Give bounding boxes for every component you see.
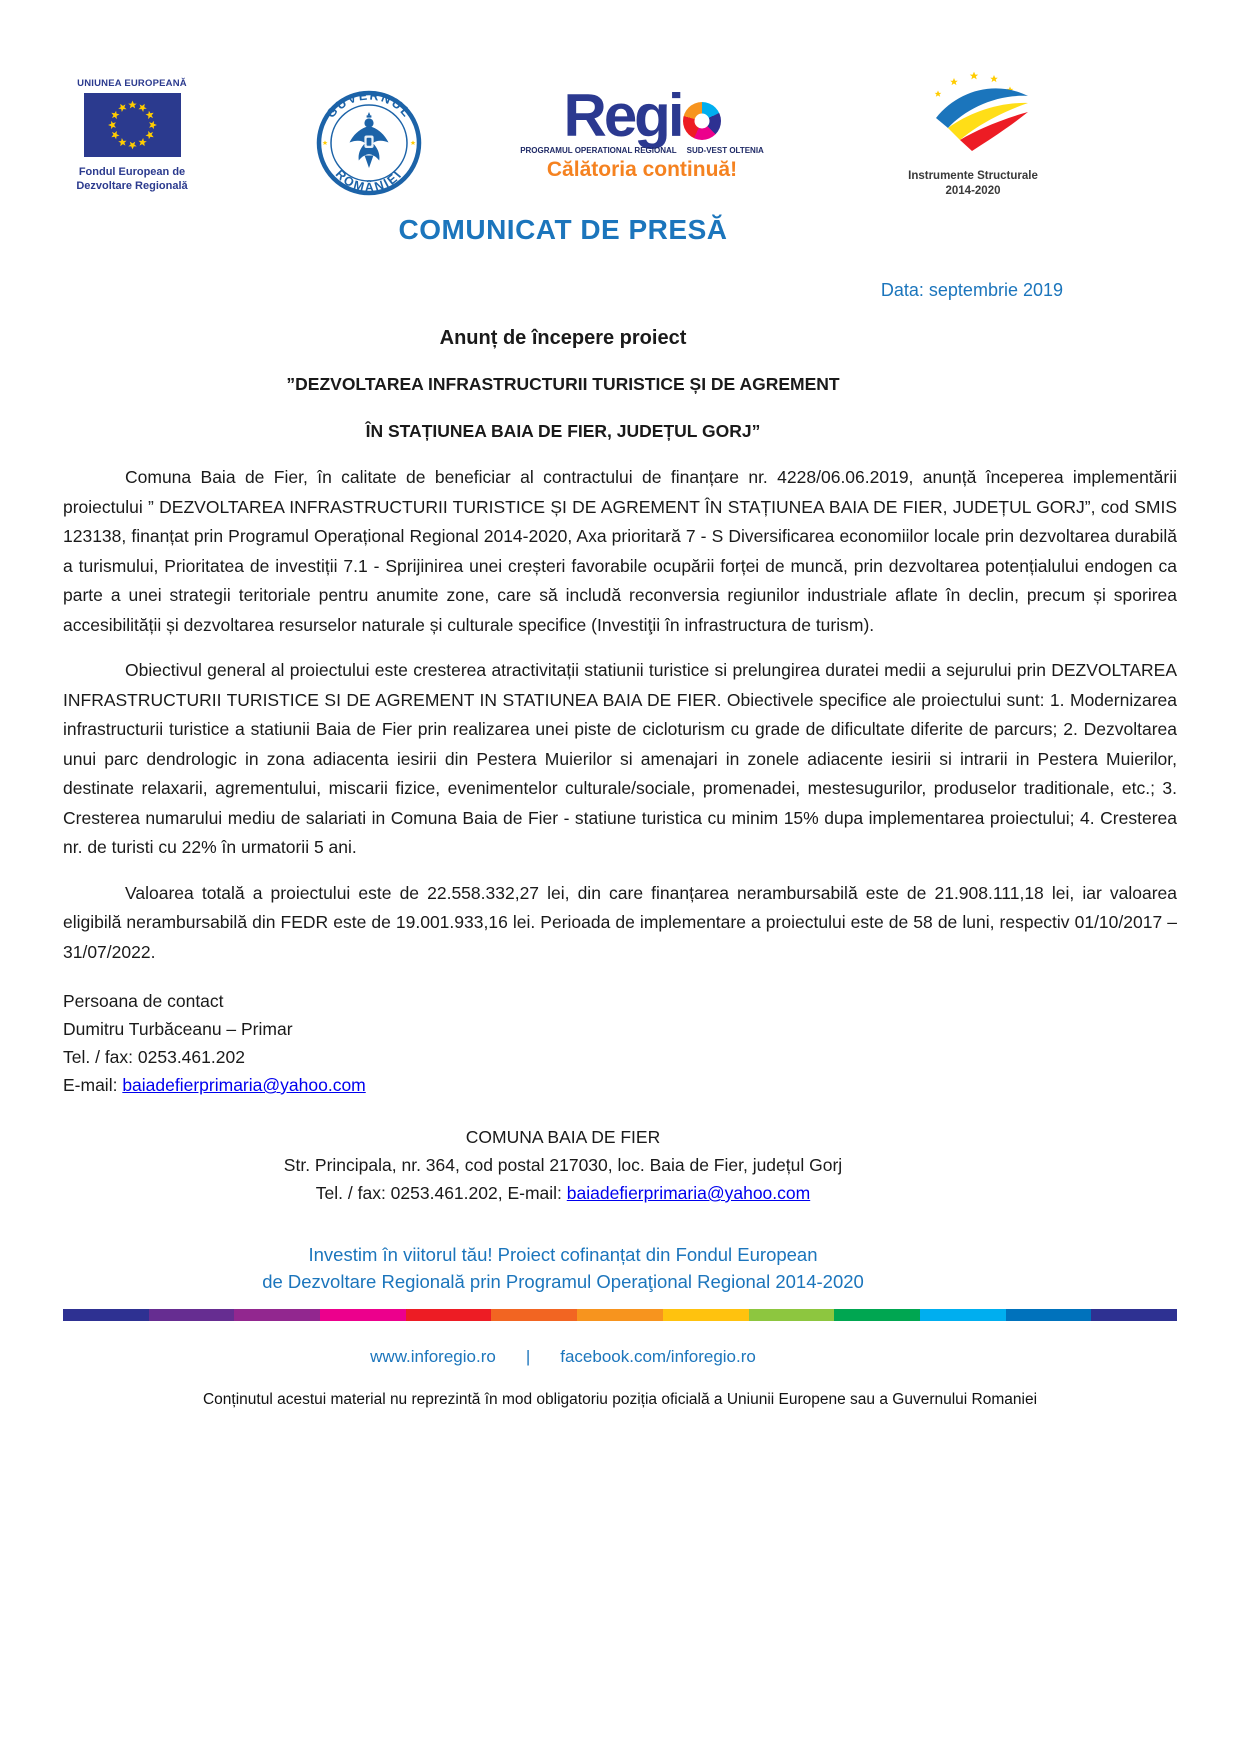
facebook-link[interactable]: facebook.com/inforegio.ro (560, 1347, 756, 1366)
disclaimer-text: Conținutul acestui material nu reprezintă în mod obligatoriu poziția oficială a Uniunii Europene sau a Guvernului Romaniei (202, 1391, 1038, 1408)
org-name: COMUNA BAIA DE FIER (465, 1127, 661, 1147)
regio-wordmark (528, 82, 756, 149)
eu-flag-icon (84, 93, 181, 157)
contact-email-link[interactable]: baiadefierprimaria@yahoo.com (122, 1075, 366, 1095)
org-address: Str. Principala, nr. 364, cod postal 217030, loc. Baia de Fier, județul Gorj (283, 1155, 843, 1175)
project-title-line1: ”DEZVOLTAREA INFRASTRUCTURII TURISTICE ȘI DE AGREMENT (286, 374, 840, 394)
eu-logo-subtitle (76, 166, 188, 194)
contact-block (63, 987, 1177, 1099)
structural-instruments-logo (898, 70, 1048, 199)
eu-logo-title: UNIUNEA EUROPEANĂ (77, 78, 187, 89)
regio-wordmark-text: Regi (563, 82, 682, 149)
eu-logo-subtitle-line2: Dezvoltare Regională (76, 179, 188, 192)
structural-swoosh-icon (908, 70, 1038, 162)
structural-logo-line2: 2014-2020 (945, 184, 1001, 197)
svg-text:ROMÂNIEI (333, 167, 406, 195)
org-phone-email-label: Tel. / fax: 0253.461.202, E-mail: (315, 1183, 567, 1203)
contact-email-label: E-mail: (63, 1075, 123, 1095)
seal-right-star (410, 140, 415, 145)
contact-email-line (63, 1071, 1177, 1099)
links-separator: | (525, 1347, 531, 1366)
regio-tagline: Călătoria continuă! (546, 158, 738, 181)
announcement-heading: Anunț de începere proiect (439, 327, 687, 349)
eu-logo-subtitle-line1: Fondul European de (78, 166, 186, 178)
regio-logo (520, 82, 764, 182)
invest-slogan (63, 1241, 1063, 1295)
structural-logo-line1: Instrumente Structurale (908, 170, 1038, 182)
government-seal-icon (316, 90, 422, 196)
invest-slogan-line1: Investim în viitorul tău! Proiect cofinanțat din Fondul European (308, 1244, 818, 1265)
regio-caption-left: PROGRAMUL OPERATIONAL REGIONAL (520, 146, 677, 155)
eu-logo (76, 78, 188, 194)
document-title: COMUNICAT DE PRESĂ (398, 214, 728, 245)
contact-person: Dumitru Turbăceanu – Primar (63, 1019, 293, 1039)
gov-seal-top-text: GUVERNUL (323, 90, 415, 121)
body-paragraph-3: Valoarea totală a proiectului este de 22.558.332,27 lei, din care finanțarea nerambursabilă este de 21.908.111,18 lei, iar valoarea eligibilă nerambursabilă din FEDR este de 19.001.933,16 lei. Perioada de implementare a proiectului este de 58 de luni, respectiv 01/10/2017 – 31/07/2022. (63, 882, 1177, 962)
romanian-government-logo (316, 90, 422, 196)
regio-captions (520, 146, 764, 155)
rainbow-bar (63, 1309, 1177, 1321)
org-contact-line (63, 1179, 1063, 1207)
structural-logo-text (898, 169, 1048, 199)
org-email-link[interactable]: baiadefierprimaria@yahoo.com (566, 1183, 811, 1203)
contact-heading: Persoana de contact (63, 991, 224, 1011)
regio-o-hole (694, 114, 709, 129)
regio-multicolor-o-icon (683, 102, 721, 140)
seal-left-star (322, 140, 327, 145)
invest-slogan-line2: de Dezvoltare Regională prin Programul Operaţional Regional 2014-2020 (262, 1271, 864, 1292)
project-title-line2: ÎN STAȚIUNEA BAIA DE FIER, JUDEȚUL GORJ” (365, 421, 761, 441)
gov-seal-bottom-text: ROMÂNIEI (332, 166, 406, 195)
organization-block (63, 1123, 1063, 1207)
body-paragraph-2: Obiectivul general al proiectului este cresterea atractivitații statiunii turistice si prelungirea duratei medii a sejurului prin DEZVOLTAREA INFRASTRUCTURII TURISTICE SI DE AGREMENT IN STATIUNEA BAIA DE FIER. Obiectivele specifice ale proiectului sunt: 1. Modernizarea infrastructurii turistice a statiunii Baia de Fier prin realizarea unei piste de cicloturism cu grade de dificultate diferite de parcurs; 2. Dezvoltarea unui parc dendrologic in zona adiacenta iesirii din Pestera Muierilor si amenajari in zonele adiacente iesirii si intrarii in Pestera Muierilor, destinate relaxarii, agrementului, miscarii fizice, evenimentelor culturale/sociale, promenadei, mestesugurilor, produselor traditionale, etc.; 3. Cresterea numarului mediu de salariati in Comuna Baia de Fier - statiune turistica cu minim 15% dupa implementarea proiectului; 4. Cresterea nr. de turisti cu 22% în urmatorii 5 ani. (63, 660, 1177, 857)
contact-phone: Tel. / fax: 0253.461.202 (63, 1047, 245, 1067)
regio-caption-right: SUD-VEST OLTENIA (686, 146, 764, 155)
body-paragraph-1: Comuna Baia de Fier, în calitate de beneficiar al contractului de finanțare nr. 4228/06.06.2019, anunță începerea implementării proiectului ” DEZVOLTAREA INFRASTRUCTURII TURISTICE ȘI DE AGREMENT ÎN STAȚIUNEA BAIA DE FIER, JUDEȚUL GORJ”, cod SMIS 123138, finanțat prin Programul Operațional Regional 2014-2020, Axa prioritară 7 - S Diversificarea economiilor locale prin dezvoltarea durabilă a turismului, Prioritatea de investiții 7.1 - Sprijinirea unei creșteri favorabile ocupării forței de muncă, prin dezvoltarea potențialului endogen ca parte a unei strategii teritoriale pentru anumite zone, care să includă reconversia regiunilor industriale aflate în declin, precum și sporirea accesibilității și dezvoltarea resurselor naturale și culturale specifice (Investiţii în infrastructura de turism). (63, 467, 1177, 635)
inforegio-website-link[interactable]: www.inforegio.ro (370, 1347, 496, 1366)
date-line: Data: septembrie 2019 (880, 280, 1063, 300)
footer-links (63, 1347, 1063, 1367)
